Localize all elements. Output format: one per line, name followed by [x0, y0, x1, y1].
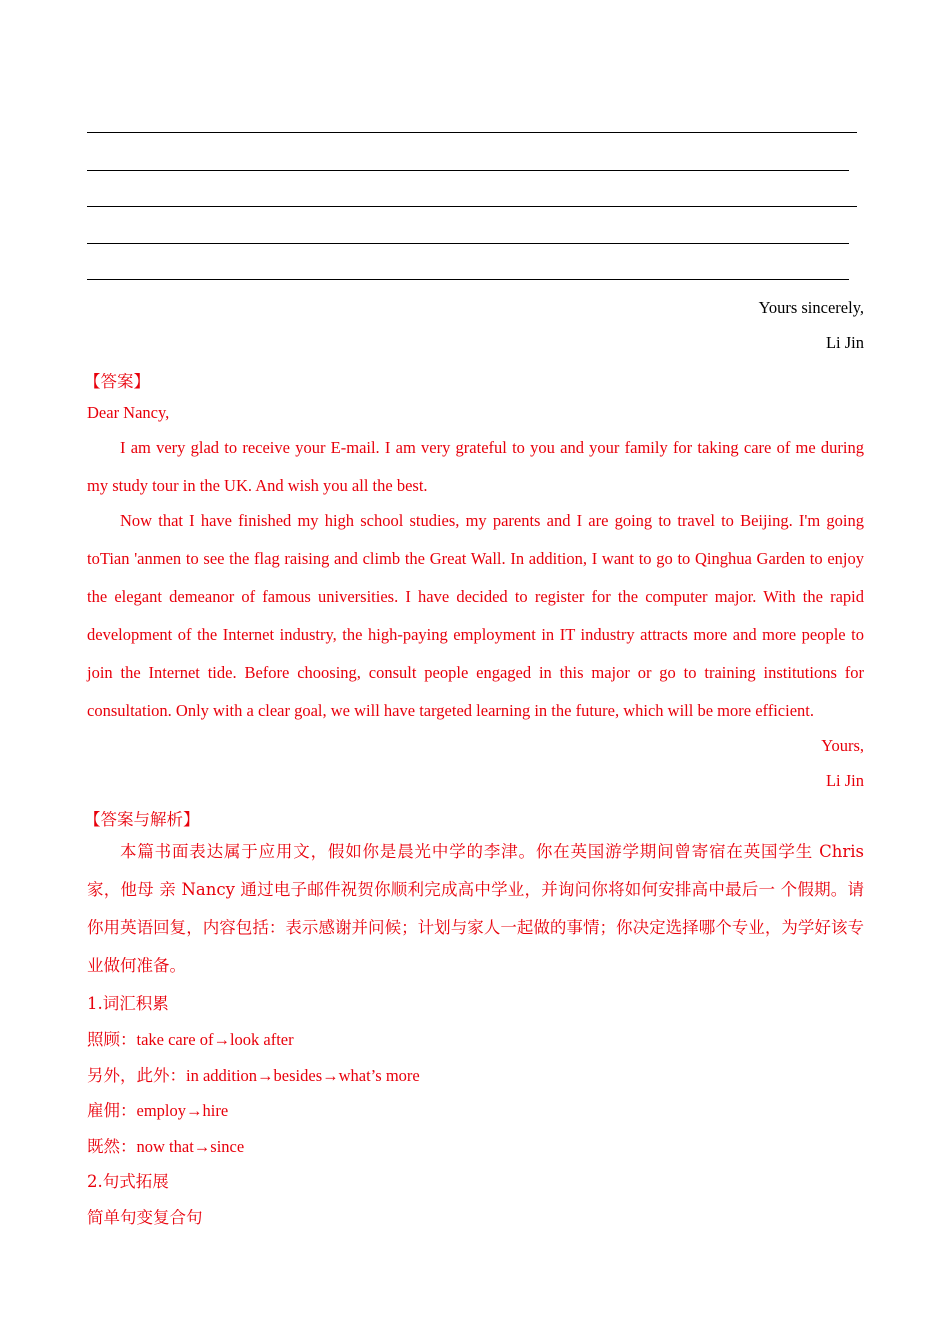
vocab-text: take care of→look after — [136, 1030, 294, 1049]
vocab-text: now that→since — [136, 1137, 245, 1156]
answer-salutation: Dear Nancy, — [87, 403, 170, 422]
analysis-heading: 【答案与解析】 — [84, 810, 200, 829]
vocab-text: in addition→besides→what’s more — [186, 1066, 420, 1085]
sentence-subtitle: 简单句变复合句 — [87, 1208, 203, 1227]
writing-line — [87, 206, 857, 207]
writing-line — [87, 279, 849, 280]
vocab-item — [87, 1026, 294, 1050]
answer-sign-off: Yours, — [821, 736, 864, 755]
writing-line — [87, 170, 849, 171]
answer-paragraph-1: I am very glad to receive your E-mail. I am very grateful to you and your family for taking care of me during my study tour in the UK. And wish you all the best. — [87, 438, 864, 495]
closing-name: Li Jin — [825, 333, 864, 352]
vocab-label: 既然： — [87, 1137, 137, 1156]
vocab-item — [87, 1062, 420, 1086]
sentence-title: 2.句式拓展 — [87, 1172, 169, 1191]
vocab-title: 1.词汇积累 — [87, 994, 169, 1013]
vocab-item — [87, 1133, 244, 1157]
closing-yours: Yours sincerely, — [758, 298, 864, 317]
writing-line — [87, 132, 857, 133]
answer-heading: 【答案】 — [84, 372, 150, 391]
vocab-text: employ→hire — [136, 1101, 229, 1120]
vocab-item — [87, 1097, 228, 1121]
analysis-intro: 本篇书面表达属于应用文，假如你是晨光中学的李津。你在英国游学期间曾寄宿在英国学生 Chris 家，他母 亲 Nancy 通过电子邮件祝贺你顺利完成高中学业，并询问你将如何安排高中最后一 个假期。请你用英语回复，内容包括：表示感谢并问候；计划与家人一起做的事情；你决定选择哪个专业，为学好该专业做何准备。 — [87, 842, 864, 975]
vocab-label: 照顾： — [87, 1030, 137, 1049]
vocab-label: 雇佣： — [87, 1101, 137, 1120]
answer-paragraph-2: Now that I have finished my high school studies, my parents and I are going to travel to Beijing. I'm going toTian 'anmen to see the flag raising and climb the Great Wall. In addition, I want to go to Qinghua Garden to enjoy the elegant demeanor of famous universities. I have decided to register for the computer major. With the rapid development of the Internet industry, the high-paying employment in IT industry attracts more and more people to join the Internet tide. Before choosing, consult people engaged in this major or go to training institutions for consultation. Only with a clear goal, we will have targeted learning in the future, which will be more efficient. — [87, 511, 864, 720]
answer-name: Li Jin — [825, 771, 864, 790]
vocab-label: 另外，此外： — [87, 1066, 186, 1085]
writing-line — [87, 243, 849, 244]
